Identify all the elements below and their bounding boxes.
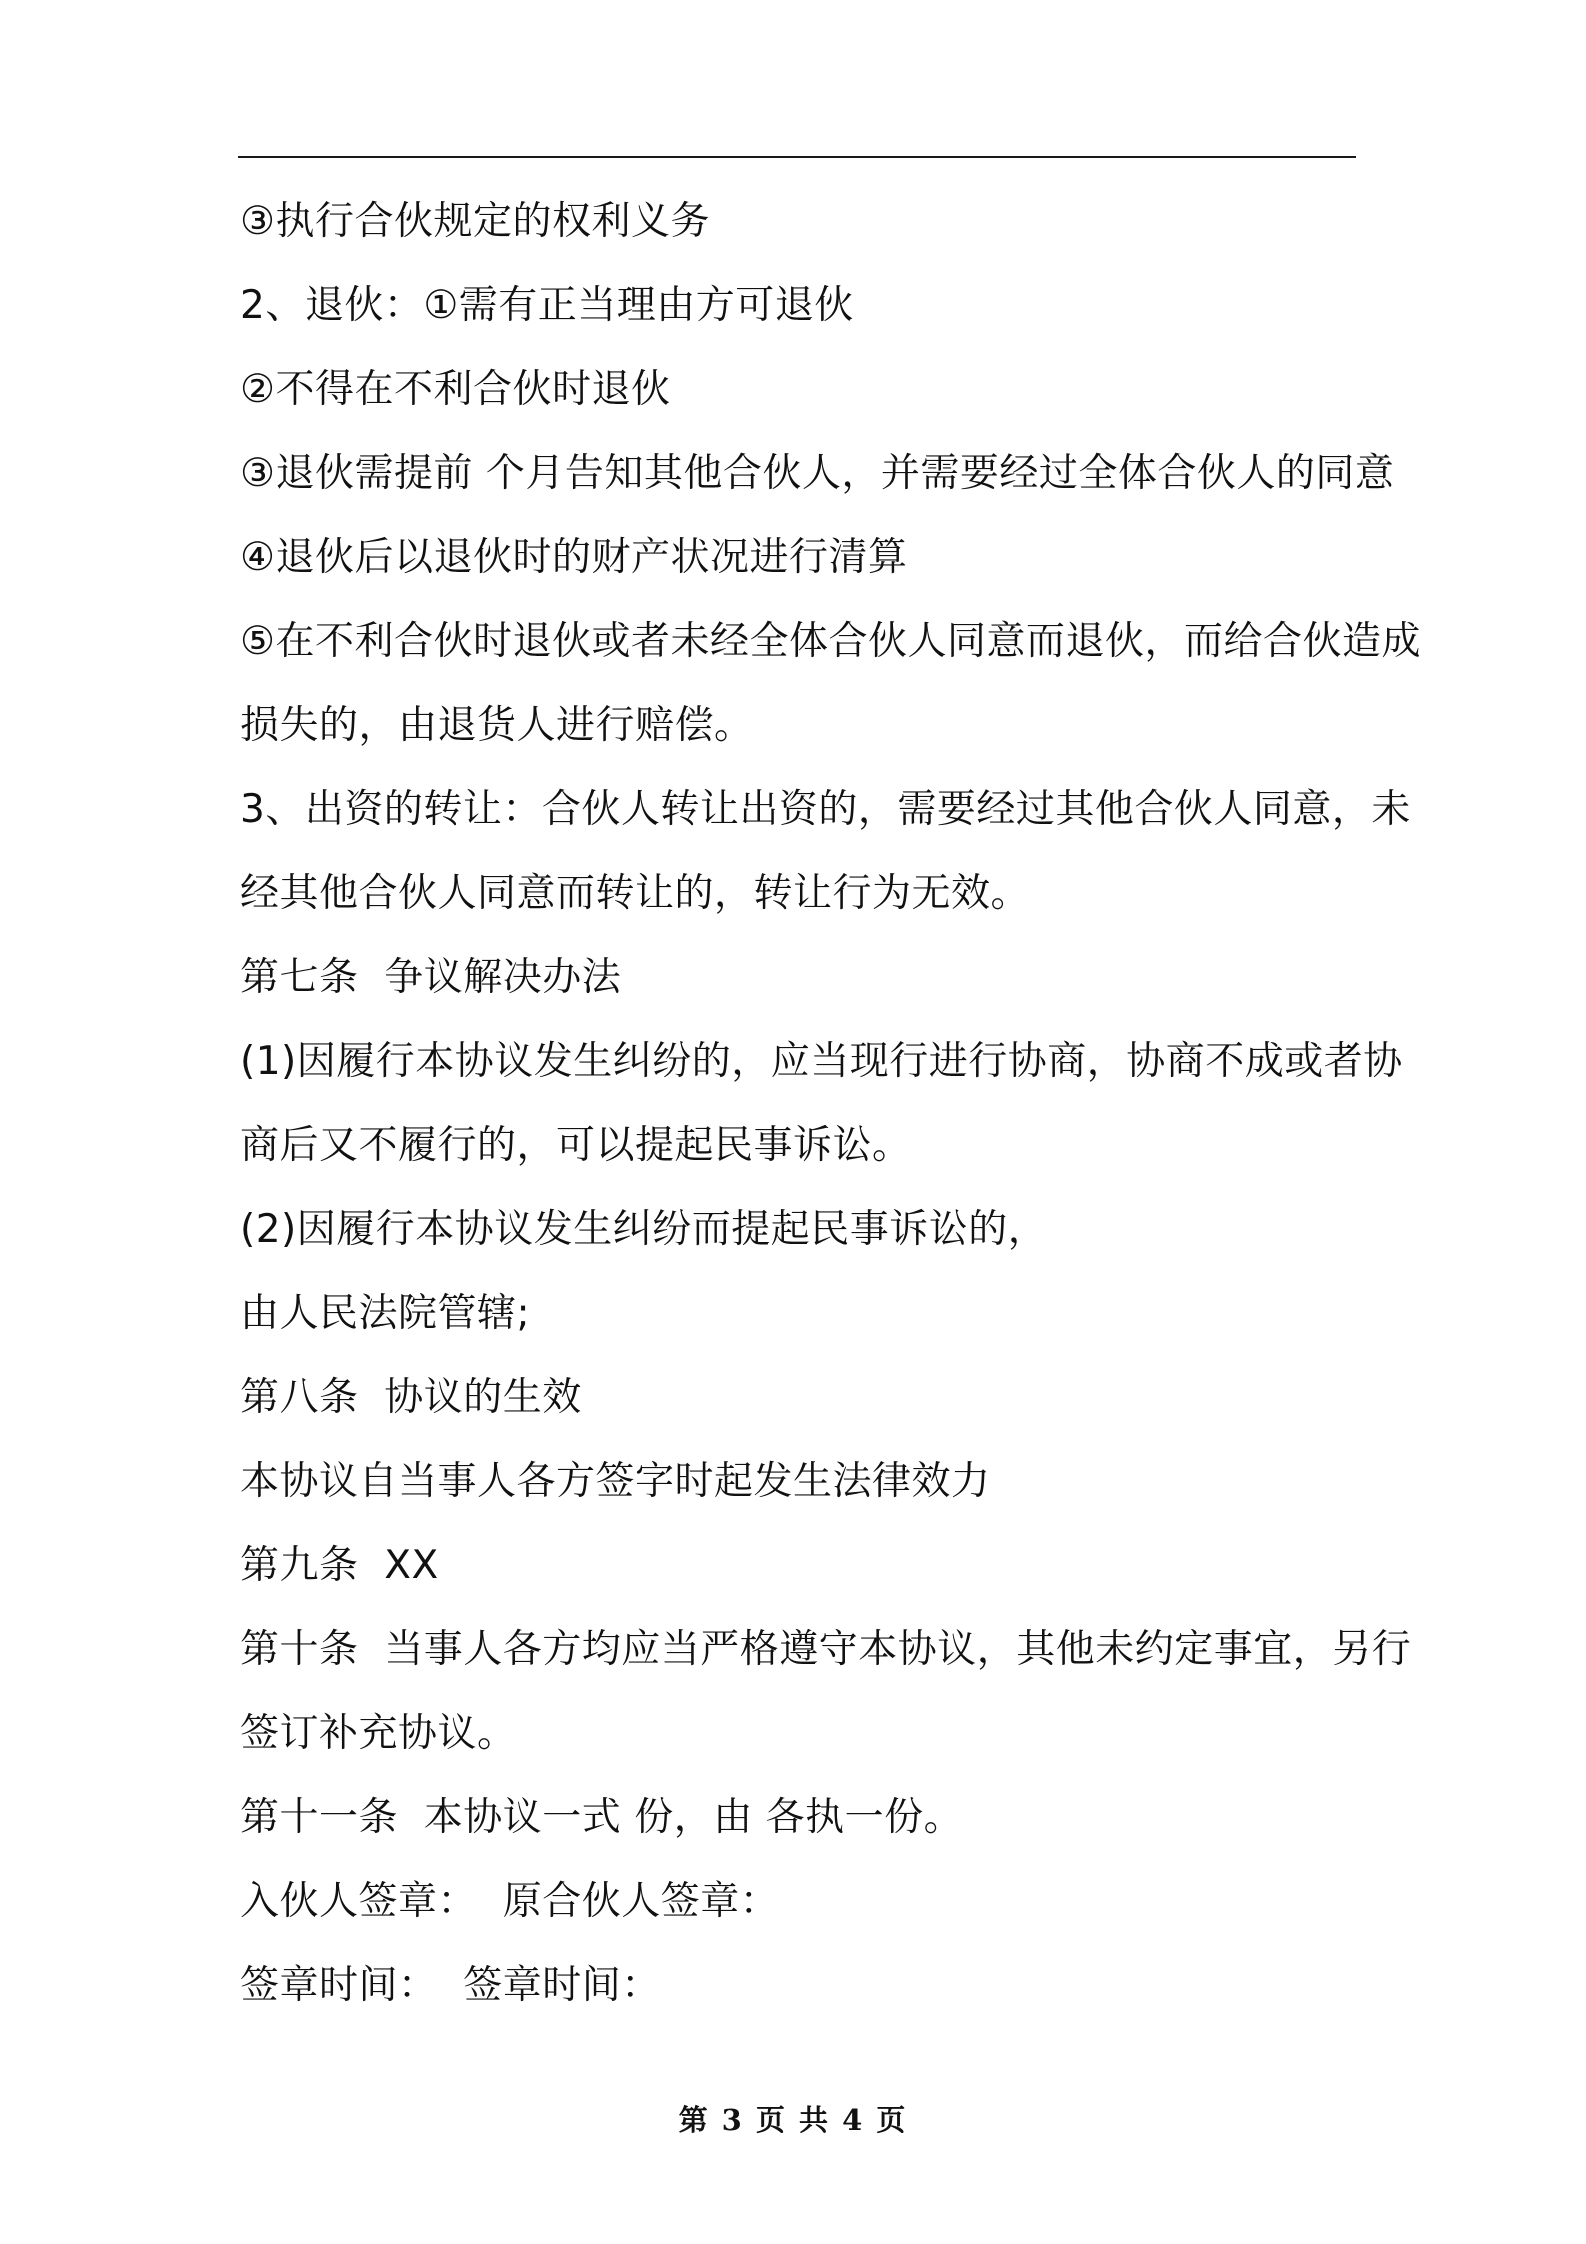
text-line: ④退伙后以退伙时的财产状况进行清算 — [240, 535, 908, 580]
signature-line: 入伙人签章： 原合伙人签章： — [240, 1879, 780, 1924]
header-rule — [238, 156, 1356, 158]
section-heading: 第十条 当事人各方均应当严格遵守本协议，其他未约定事宜，另行 — [240, 1627, 1412, 1672]
text-line: 商后又不履行的，可以提起民事诉讼。 — [240, 1123, 912, 1168]
section-heading: 第九条 XX — [240, 1543, 439, 1588]
text-line: ③退伙需提前 个月告知其他合伙人，并需要经过全体合伙人的同意 — [240, 451, 1395, 496]
section-heading: 第七条 争议解决办法 — [240, 955, 622, 1000]
text-line: 由人民法院管辖; — [240, 1291, 531, 1336]
text-line: (1)因履行本协议发生纠纷的，应当现行进行协商，协商不成或者协 — [240, 1039, 1403, 1084]
section-heading: 第十一条 本协议一式 份，由 各执一份。 — [240, 1795, 964, 1840]
page-number: 第 3 页 共 4 页 — [678, 2103, 908, 2137]
text-line: ③执行合伙规定的权利义务 — [240, 199, 710, 244]
text-line: 损失的，由退货人进行赔偿。 — [240, 703, 754, 748]
text-line: 2、退伙：①需有正当理由方可退伙 — [240, 283, 854, 328]
text-line: 本协议自当事人各方签字时起发生法律效力 — [240, 1459, 991, 1504]
text-line: 经其他合伙人同意而转让的，转让行为无效。 — [240, 871, 1031, 916]
text-line: 3、出资的转让：合伙人转让出资的，需要经过其他合伙人同意，未 — [240, 787, 1411, 832]
signature-date-line: 签章时间： 签章时间： — [240, 1963, 661, 2008]
text-line: 签订补充协议。 — [240, 1711, 517, 1756]
section-heading: 第八条 协议的生效 — [240, 1375, 582, 1420]
text-line: (2)因履行本协议发生纠纷而提起民事诉讼的， — [240, 1207, 1048, 1252]
text-line: ②不得在不利合伙时退伙 — [240, 367, 671, 412]
text-line: ⑤在不利合伙时退伙或者未经全体合伙人同意而退伙，而给合伙造成 — [240, 619, 1421, 664]
